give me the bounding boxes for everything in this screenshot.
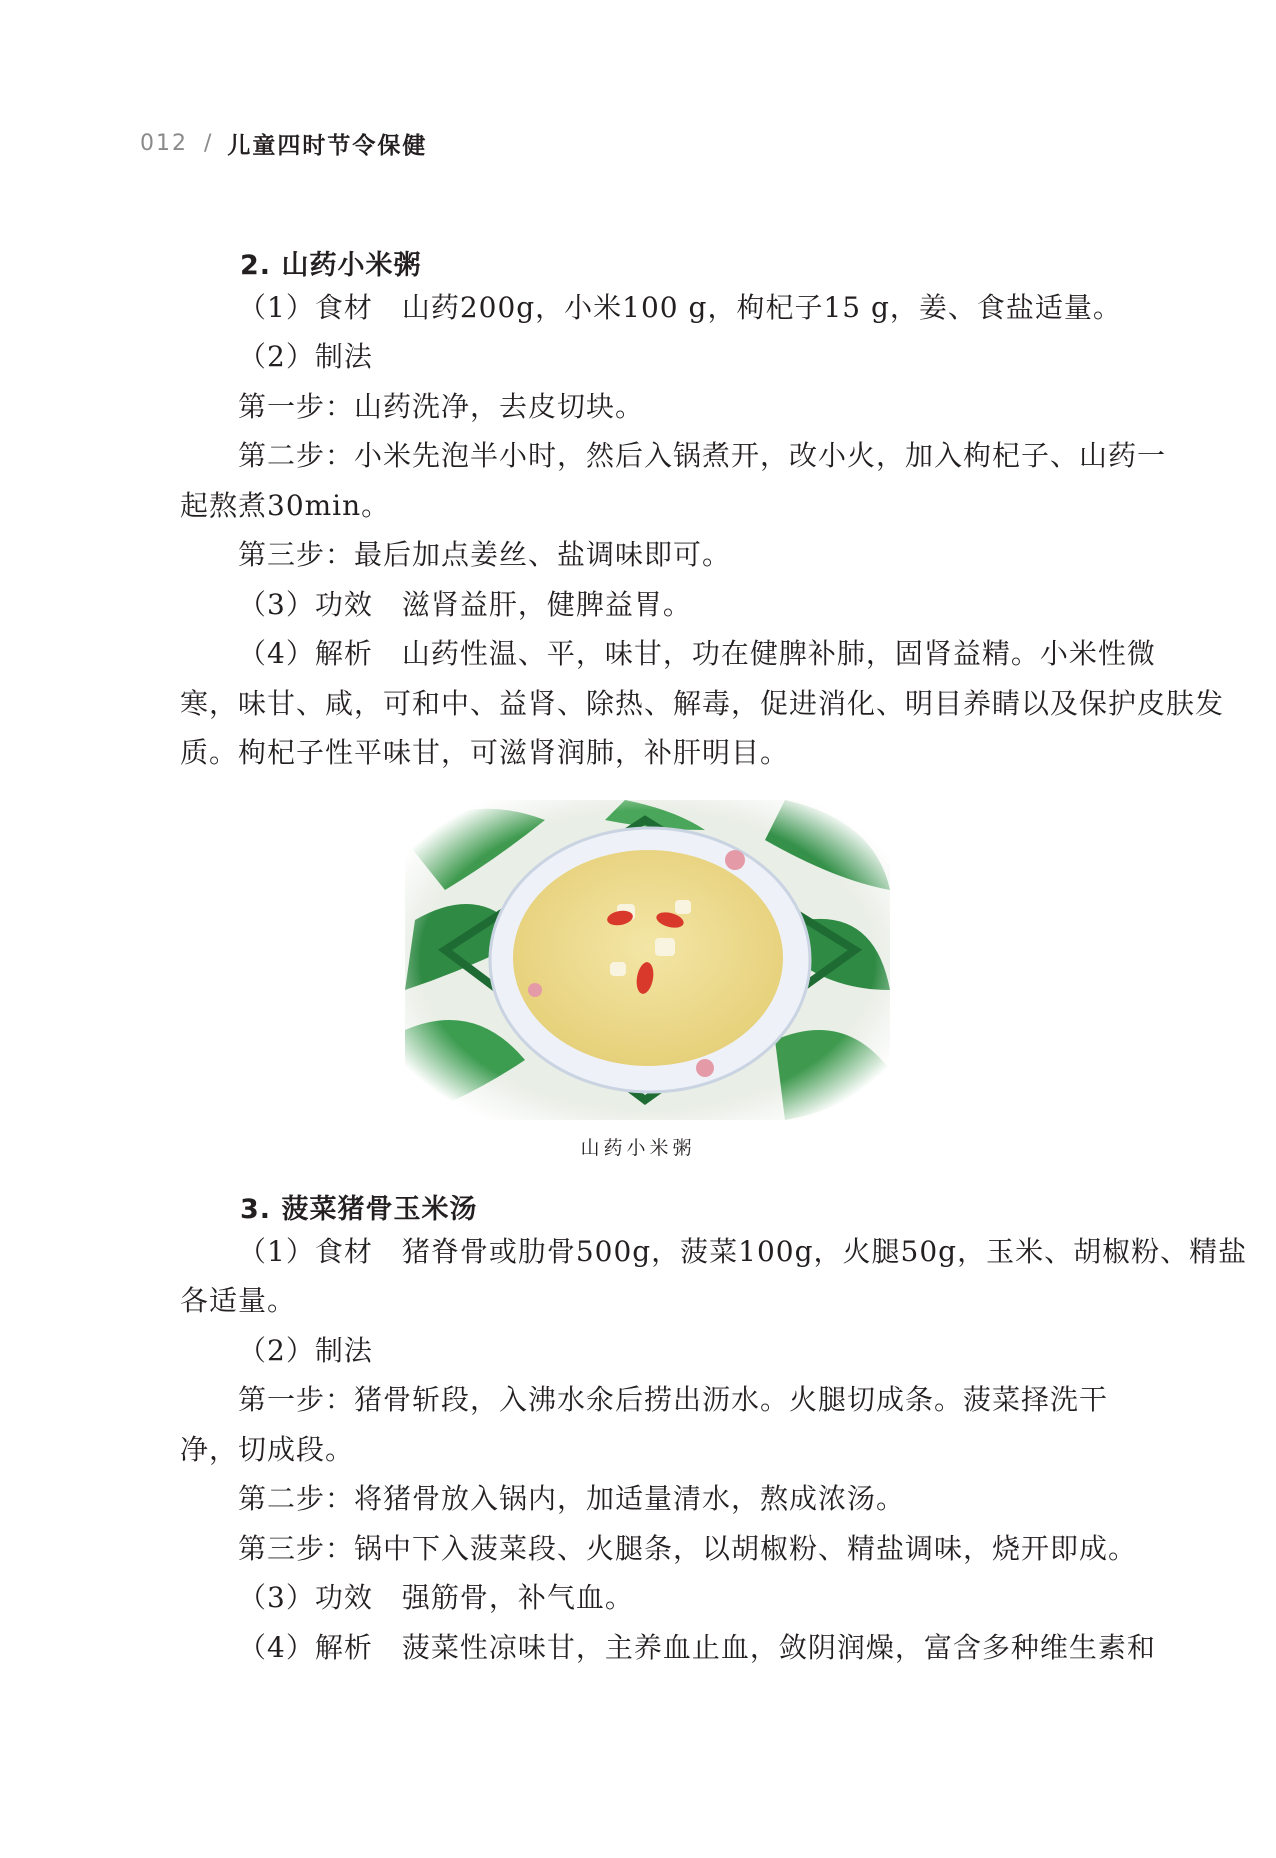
recipe3-ingredients-cont: 各适量。 <box>180 1284 297 1317</box>
recipe3-ingredients: （1）食材 猪脊骨或肋骨500g，菠菜100g，火腿50g，玉米、胡椒粉、精盐 <box>238 1235 1248 1268</box>
book-title: 儿童四时节令保健 <box>227 133 428 159</box>
recipe3-step2: 第二步：将猪骨放入锅内，加适量清水，熬成浓汤。 <box>238 1482 906 1515</box>
recipe3-step1: 第一步：猪骨斩段，入沸水氽后捞出沥水。火腿切成条。菠菜择洗干 <box>238 1383 1109 1416</box>
recipe2-effect: （3）功效 滋肾益肝，健脾益胃。 <box>238 588 692 621</box>
header-separator: / <box>204 131 212 156</box>
page-number: 012 <box>140 131 188 156</box>
recipe2-analysis: （4）解析 山药性温、平，味甘，功在健脾补肺，固肾益精。小米性微 <box>238 637 1156 670</box>
recipe3-method-heading: （2）制法 <box>238 1334 373 1367</box>
photo-caption: 山药小米粥 <box>580 1137 696 1159</box>
recipe3-step3: 第三步：锅中下入菠菜段、火腿条，以胡椒粉、精盐调味，烧开即成。 <box>238 1532 1138 1565</box>
recipe2-step2-cont: 起熬煮30min。 <box>180 489 391 522</box>
recipe2-ingredients: （1）食材 山药200g，小米100 g，枸杞子15 g，姜、食盐适量。 <box>238 291 1122 324</box>
recipe3-effect: （3）功效 强筋骨，补气血。 <box>238 1581 634 1614</box>
recipe3-analysis: （4）解析 菠菜性凉味甘，主养血止血，敛阴润燥，富含多种维生素和 <box>238 1631 1156 1664</box>
recipe2-title: 2. 山药小米粥 <box>240 250 422 281</box>
recipe2-step3: 第三步：最后加点姜丝、盐调味即可。 <box>238 538 732 571</box>
recipe2-step2: 第二步：小米先泡半小时，然后入锅煮开，改小火，加入枸杞子、山药一 <box>238 439 1167 472</box>
recipe3-step1-cont: 净，切成段。 <box>180 1433 355 1466</box>
recipe2-method-heading: （2）制法 <box>238 340 373 373</box>
recipe2-step1: 第一步：山药洗净，去皮切块。 <box>238 390 645 423</box>
recipe2-analysis-cont2: 质。枸杞子性平味甘，可滋肾润肺，补肝明目。 <box>180 736 790 769</box>
recipe3-title: 3. 菠菜猪骨玉米汤 <box>240 1194 478 1225</box>
recipe2-analysis-cont1: 寒，味甘、咸，可和中、益肾、除热、解毒，促进消化、明目养睛以及保护皮肤发 <box>180 687 1225 720</box>
congee-photo <box>405 800 890 1120</box>
running-header <box>140 127 427 160</box>
